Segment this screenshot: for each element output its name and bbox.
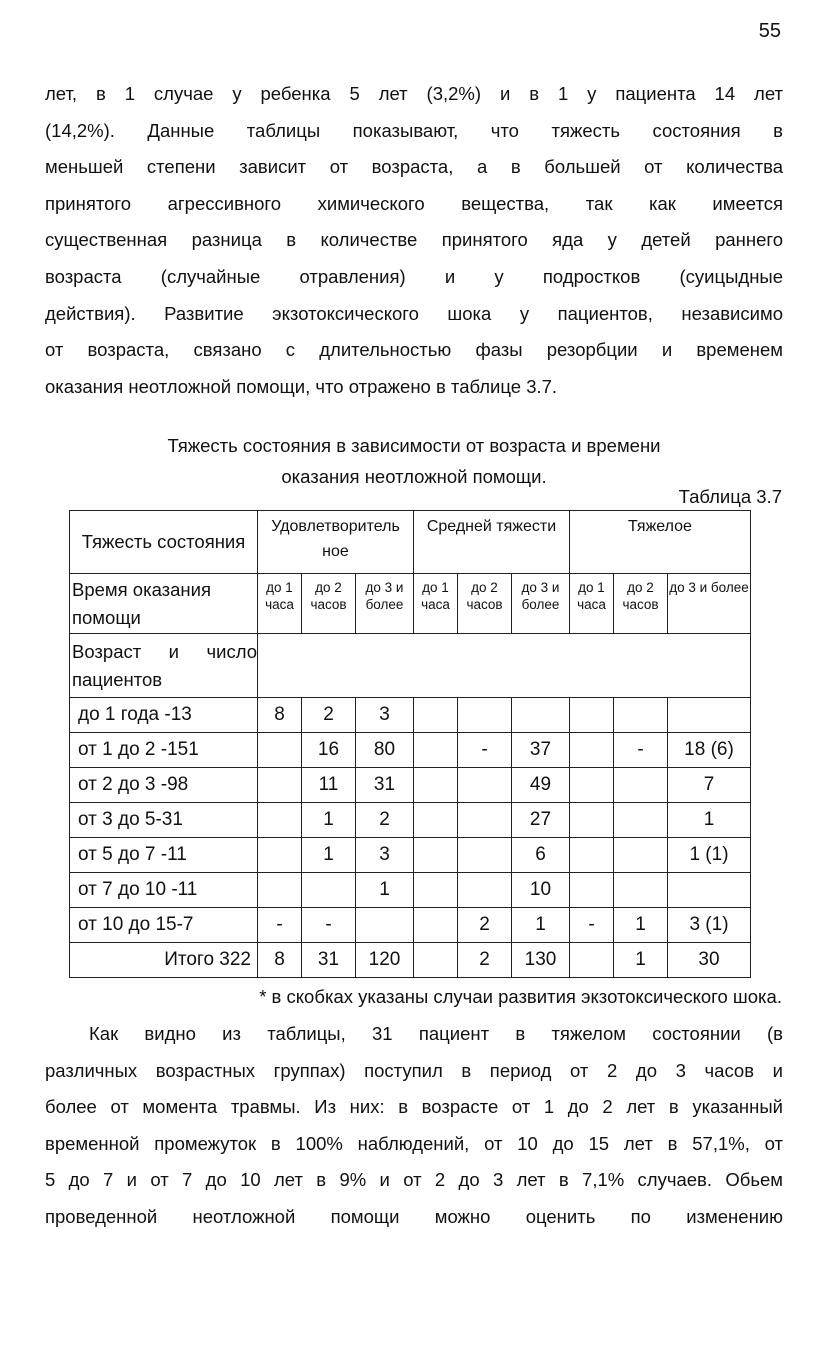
table-cell: 49 (512, 768, 570, 803)
time-col-header: до 2 часов (302, 574, 356, 634)
table-cell (458, 873, 512, 908)
table-cell: 6 (512, 838, 570, 873)
table-cell (614, 768, 668, 803)
table-cell (570, 873, 614, 908)
total-row-label: Итого 322 (70, 943, 258, 978)
table-row (70, 733, 751, 768)
text-line: более от момента травмы. Из них: в возрасте от 1 до 2 лет в указанный (45, 1096, 783, 1118)
group-header-satisfactory: Удовлетворитель ное (258, 511, 414, 574)
table-cell (258, 733, 302, 768)
severity-header: Тяжесть состояния (70, 511, 258, 574)
table-cell (258, 838, 302, 873)
table-cell: 2 (356, 803, 414, 838)
table-row (70, 698, 751, 733)
table-cell (414, 733, 458, 768)
table-cell (414, 768, 458, 803)
text-line: временной промежуток в 100% наблюдений, от 10 до 15 лет в 57,1%, от (45, 1132, 783, 1154)
time-col-header: до 3 и более (356, 574, 414, 634)
table-cell (512, 698, 570, 733)
table-cell (570, 768, 614, 803)
table-cell: 10 (512, 873, 570, 908)
table-cell (614, 803, 668, 838)
table-cell (570, 698, 614, 733)
table-cell (614, 873, 668, 908)
table-row (70, 873, 751, 908)
time-header: Время оказания помощи (70, 574, 258, 634)
table-cell: 18 (6) (668, 733, 751, 768)
table-cell: 1 (668, 803, 751, 838)
table-cell (414, 803, 458, 838)
table-cell (570, 838, 614, 873)
table-cell (258, 873, 302, 908)
table-row (70, 943, 751, 978)
table-cell: 1 (614, 908, 668, 943)
table-cell (414, 908, 458, 943)
table-cell (258, 768, 302, 803)
text-line: оказания неотложной помощи, что отражено в таблице 3.7. (45, 375, 558, 397)
table-cell: 1 (1) (668, 838, 751, 873)
table-cell (570, 733, 614, 768)
table-cell: - (458, 733, 512, 768)
text-line: от возраста, связано с длительностью фазы резорбции и временем (45, 339, 783, 361)
table-cell: 1 (614, 943, 668, 978)
table-cell (356, 908, 414, 943)
table-cell (414, 873, 458, 908)
table-cell (458, 838, 512, 873)
text-line: принятого агрессивного химического вещества, так как имеется (45, 192, 783, 214)
paragraph-1 (45, 76, 783, 405)
text-line: возраста (случайные отравления) и у подростков (суицыдные (45, 265, 783, 287)
age-group-label: от 2 до 3 -98 (70, 768, 258, 803)
table-row (70, 908, 751, 943)
table-cell: 2 (458, 943, 512, 978)
footnote: * в скобках указаны случаи развития экзотоксического шока. (259, 986, 782, 1007)
time-col-header: до 3 и более (668, 574, 751, 634)
group-header-moderate: Средней тяжести (414, 511, 570, 574)
age-header-blank (258, 634, 751, 698)
table-cell: 31 (356, 768, 414, 803)
table-cell (614, 838, 668, 873)
time-col-header: до 2 часов (614, 574, 668, 634)
table-cell: 3 (356, 838, 414, 873)
table-cell: 11 (302, 768, 356, 803)
table-cell (414, 698, 458, 733)
text-line: различных возрастных группах) поступил в период от 2 до 3 часов и (45, 1059, 783, 1081)
time-col-header: до 3 и более (512, 574, 570, 634)
table-cell (458, 768, 512, 803)
table-cell (668, 873, 751, 908)
caption-line: оказания неотложной помощи. (281, 466, 547, 487)
table-cell (570, 943, 614, 978)
table-cell: 80 (356, 733, 414, 768)
age-group-label: от 5 до 7 -11 (70, 838, 258, 873)
table-cell: - (302, 908, 356, 943)
table-label: Таблица 3.7 (678, 486, 782, 507)
table-cell: 1 (302, 838, 356, 873)
caption-line: Тяжесть состояния в зависимости от возраста и времени (167, 435, 661, 456)
table-cell (614, 698, 668, 733)
table-cell: - (258, 908, 302, 943)
table-cell: 3 (1) (668, 908, 751, 943)
time-col-header: до 1 часа (258, 574, 302, 634)
table-cell: 2 (302, 698, 356, 733)
age-group-label: от 1 до 2 -151 (70, 733, 258, 768)
page-number: 55 (758, 20, 781, 42)
age-group-label: до 1 года -13 (70, 698, 258, 733)
time-col-header: до 1 часа (570, 574, 614, 634)
text-line: меньшей степени зависит от возраста, а в большей от количества (45, 156, 783, 178)
table-cell (258, 803, 302, 838)
table-cell (414, 943, 458, 978)
table-cell (414, 838, 458, 873)
data-table (69, 510, 751, 978)
time-col-header: до 1 часа (414, 574, 458, 634)
text-line: (14,2%). Данные таблицы показывают, что тяжесть состояния в (45, 119, 783, 141)
text-line: 5 до 7 и от 7 до 10 лет в 9% и от 2 до 3 лет в 7,1% случаев. Обьем (45, 1169, 783, 1191)
group-header-severe: Тяжелое (570, 511, 751, 574)
header-row-time (70, 574, 751, 634)
text-line: проведенной неотложной помощи можно оценить по изменению (45, 1205, 783, 1227)
header-row-groups (70, 511, 751, 574)
age-group-label: от 10 до 15-7 (70, 908, 258, 943)
time-col-header: до 2 часов (458, 574, 512, 634)
table-cell: 2 (458, 908, 512, 943)
table-cell: 1 (512, 908, 570, 943)
table-cell (458, 698, 512, 733)
table-cell: 120 (356, 943, 414, 978)
text-line: Как видно из таблицы, 31 пациент в тяжелом состоянии (в (89, 1023, 783, 1044)
age-header: Возраст и число пациентов (70, 634, 258, 698)
table-cell: 7 (668, 768, 751, 803)
paragraph-2 (45, 1016, 783, 1236)
age-group-label: от 3 до 5-31 (70, 803, 258, 838)
table-cell: 37 (512, 733, 570, 768)
table-cell: 1 (356, 873, 414, 908)
table-cell (458, 803, 512, 838)
table-cell: 8 (258, 698, 302, 733)
table-cell: 27 (512, 803, 570, 838)
table-caption (45, 430, 783, 492)
table-row (70, 768, 751, 803)
table-cell: - (614, 733, 668, 768)
table-cell: 8 (258, 943, 302, 978)
table-cell: 130 (512, 943, 570, 978)
table-cell: 30 (668, 943, 751, 978)
header-row-age (70, 634, 751, 698)
text-line: существенная разница в количестве принятого яда у детей раннего (45, 229, 783, 251)
table-cell: 31 (302, 943, 356, 978)
table-row (70, 803, 751, 838)
table-cell (668, 698, 751, 733)
table-cell: - (570, 908, 614, 943)
text-line: лет, в 1 случае у ребенка 5 лет (3,2%) и в 1 у пациента 14 лет (45, 83, 783, 104)
table-cell (302, 873, 356, 908)
table-cell: 1 (302, 803, 356, 838)
table-row (70, 838, 751, 873)
table-cell: 3 (356, 698, 414, 733)
table-cell: 16 (302, 733, 356, 768)
age-group-label: от 7 до 10 -11 (70, 873, 258, 908)
text-line: действия). Развитие экзотоксического шока у пациентов, независимо (45, 302, 783, 324)
table-cell (570, 803, 614, 838)
